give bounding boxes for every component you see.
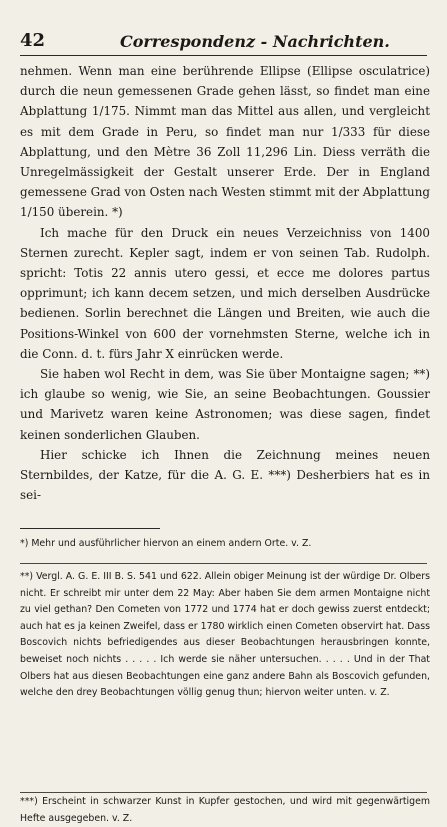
paragraph-4: Hier schicke ich Ihnen die Zeichnung meines neuen Sternbildes, der Katze, für die A. G. E. ***) Desherbiers hat es in sei-: [20, 447, 430, 503]
paragraph-2: Ich mache für den Druck ein neues Verzeichniss von 1400 Sternen zurecht. Kepler sagt, indem er von seinen Tab. Rudolph. spricht: Totis 22 annis utero gessi, et ecce me dolores partus opprimunt; ich kann decem setzen, und mich derselben Ausdrücke bedienen. Sorlin berechnet die Längen und Breiten, wie auch die Positions-Winkel von 600 der vornehmsten Sterne, welche ich in die Conn. d. t. fürs Jahr X einrücken werde.: [20, 225, 430, 361]
footnote-3: ***) Erscheint in schwarzer Kunst in Kupfer gestochen, und wird mit gegenwärtigem Hefte ausgegeben. v. Z.: [20, 796, 430, 824]
paragraph-1: nehmen. Wenn man eine berührende Ellipse (Ellipse osculatrice) durch die neun gemessenen Grade gehen lässt, so findet man eine Abplattung 1/175. Nimmt man das Mittel aus allen, und vergleicht es mit dem Grade in Peru, so findet man nur 1/333 für diese Abplattung, und den Mètre 36 Zoll 11,296 Lin. Diess verräth die Unregelmässigkeit der Gestalt unserer Erde. Der in England gemessene Grad von Osten nach Westen stimmt mit der Abplattung 1/150 überein. *): [20, 64, 430, 220]
footnote-1: *) Mehr und ausführlicher hiervon an einem andern Orte. v. Z.: [20, 538, 312, 549]
header-rule: [20, 55, 427, 56]
page-number: 42: [20, 30, 46, 51]
page-header: [20, 30, 427, 56]
running-title: Correspondenz - Nachrichten.: [120, 32, 390, 51]
footnote-2: **) Vergl. A. G. E. III B. S. 541 und 622. Allein obiger Meinung ist der würdige Dr. Olbers nicht. Er schreibt mir unter dem 22 May: Aber haben Sie dem armen Montaigne nicht zu viel gethan? Den Cometen von 1772 und 1774 hat er doch gewiss zuerst entdeckt; auch hat es ja keinen Zweifel, dass er 1780 wirklich einen Cometen observirt hat. Dass Boscovich nichts befriedigendes aus dieser Beobachtungen herausbringen konnte, beweiset noch nichts . . . . . Ich werde sie näher untersuchen. . . . . Und in der That Olbers hat aus diesen Beobachtungen eine ganz andere Bahn als Boscovich gefunden, welche den drey Beobachtungen völlig genug thun; hiervon weiter unten. v. Z.: [20, 571, 430, 699]
footnote-rule: [20, 528, 160, 529]
paragraph-3: Sie haben wol Recht in dem, was Sie über Montaigne sagen; **) ich glaube so wenig, wie Sie, an seine Beobachtungen. Goussier und Marivetz waren keine Astronomen; was diese sagen, findet keinen sonderlichen Glauben.: [20, 367, 430, 442]
main-text: [20, 61, 430, 505]
footnote-divider: [20, 563, 427, 564]
footnote-divider: [20, 792, 427, 793]
